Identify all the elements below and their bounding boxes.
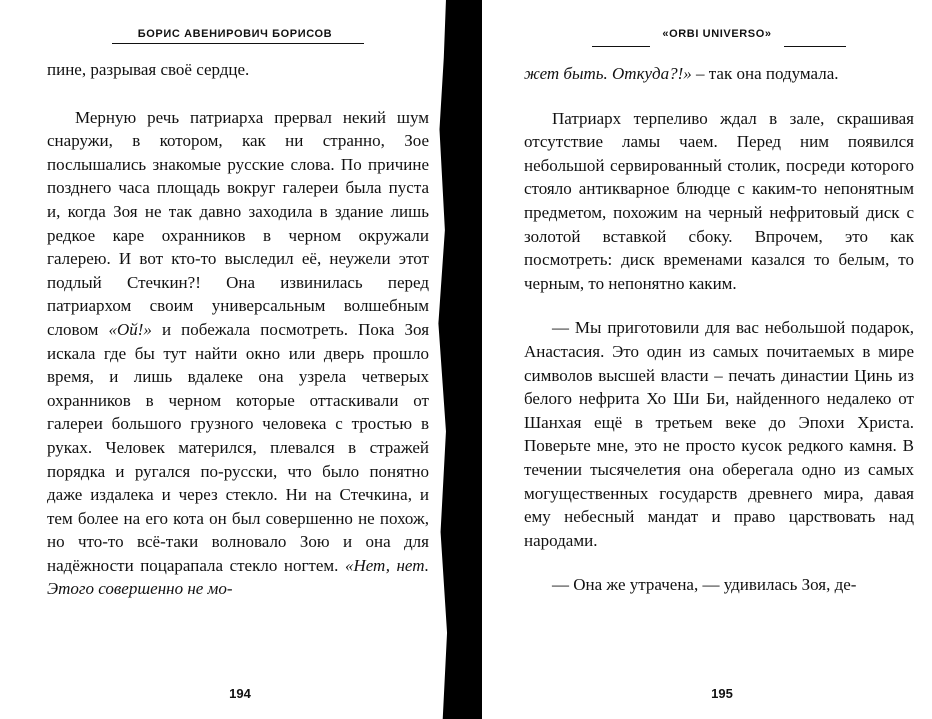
right-paragraph-4: — Она же утрачена, — удивилась Зоя, де- <box>552 575 857 595</box>
running-head-left: БОРИС АВЕНИРОВИЧ БОРИСОВ <box>137 28 333 40</box>
right-paragraph-3: — Мы приготовили для вас небольшой подарок, Анастасия. Это один из самых почитаемых в мире символов высшей власти – печать династии Цинь из белого нефрита Хо Ши Би, найденного недалеко от Шанхая ещё в третьем веке до Эпохи Христа. Поверьте мне, это не просто кусок редкого камня. В течении тысячелетия она оберегала одно из самых могущественных государств древнего мира, давая ему небесный мандат и право царствовать над народами. <box>524 318 914 550</box>
left-paragraph-2-italic-end: «Нет, нет. Этого совершенно не мо- <box>47 555 429 599</box>
header-rule-right-left <box>592 46 650 47</box>
left-page-body <box>47 58 429 601</box>
right-paragraph-1 <box>524 62 914 86</box>
running-head-right: «ORBI UNIVERSO» <box>662 28 772 40</box>
header-rule-left <box>112 43 364 44</box>
left-page <box>0 0 452 719</box>
right-page <box>482 0 932 719</box>
right-page-body <box>524 62 914 597</box>
page-number-left: 194 <box>229 686 251 701</box>
header-rule-right-right <box>784 46 846 47</box>
page-number-right: 195 <box>711 686 733 701</box>
right-paragraph-1-rest: – так она подумала. <box>691 64 839 83</box>
left-paragraph-2-text: Мерную речь патриарха прервал некий шум снаружи, в котором, как ни странно, Зое послышались знакомые русские слова. По причине позднего часа площадь вокруг галереи была пуста и, когда Зоя не так давно заходила в здание лишь редкое каре охранников в черном окружали галерею. И вот кто-то выследил её, неужели этот подлый Стечкин?! Она извинилась перед патриархом своим универсальным волшебным словом <box>47 107 429 339</box>
left-paragraph-2-continuation: и побежала посмотреть. Пока Зоя искала где бы тут найти окно или дверь прошло время, и лишь вдалеке она узрела четверых охранников в черном которые оттаскивали от галереи большого грузного человека с тростью в руках. Человек матерился, плевался в стражей порядка и ругался по-русски, что было понятно даже издалека и через стекло. Ни на Стечкина, и тем более на его кота он был совершенно не похож, но что-то всё-таки волновало Зою и она для надёжности поцарапала стекло ногтем. <box>47 319 430 575</box>
left-paragraph-2-exclamation: «Ой!» <box>108 319 152 339</box>
right-paragraph-2: Патриарх терпеливо ждал в зале, скрашивая отсутствие ламы чаем. Перед ним появился небольшой сервированный столик, посреди которого стояло антикварное блюдце с каким-то непонятным предметом, похожим на черный нефритовый диск с золотой вставкой сбоку. Впрочем, это как посмотреть: диск временами казался то белым, то черным, то непонятно каким. <box>524 108 914 293</box>
left-paragraph-1: пине, разрывая своё сердце. <box>47 60 250 79</box>
left-paragraph-2 <box>47 106 429 601</box>
right-paragraph-1-italic: жет быть. Откуда?!» <box>524 64 692 83</box>
